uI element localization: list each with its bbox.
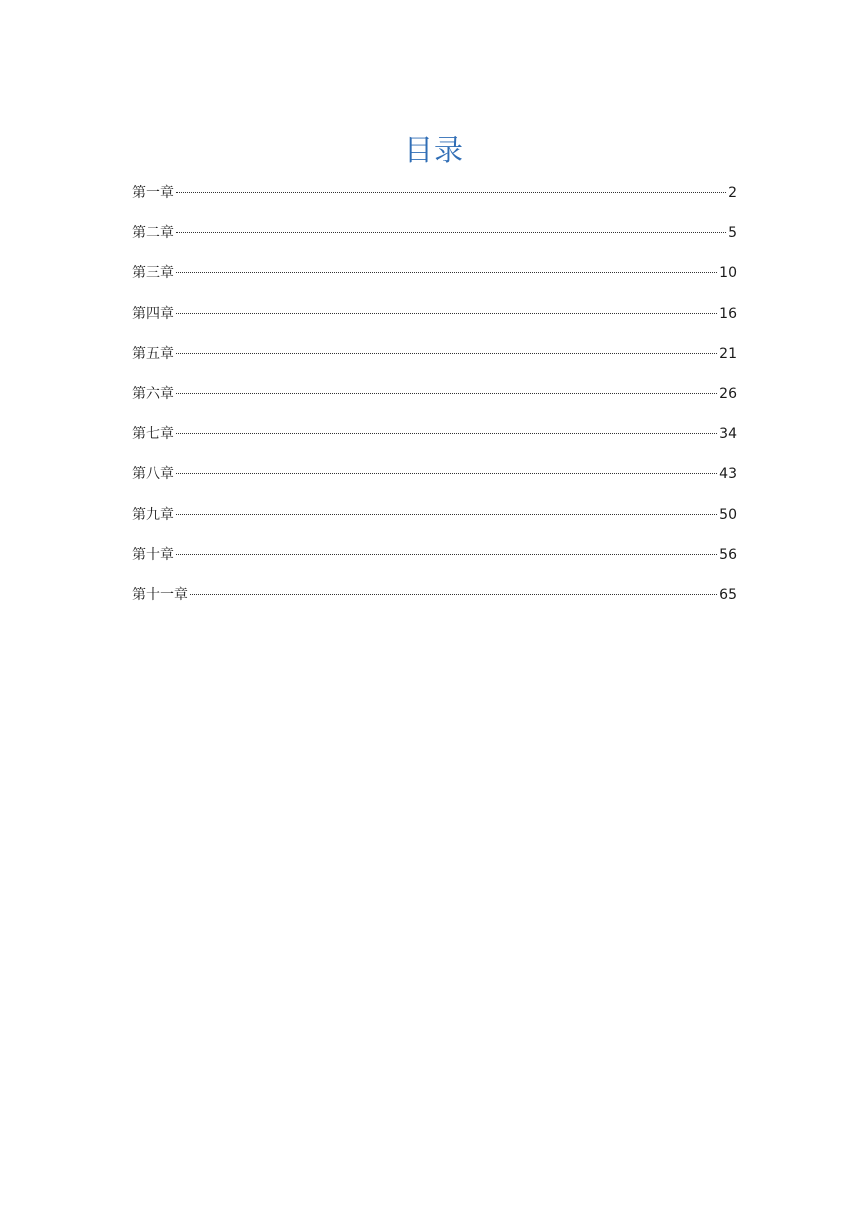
- toc-dot-leader: [176, 353, 717, 354]
- toc-dot-leader: [190, 594, 717, 595]
- toc-entry[interactable]: [132, 502, 737, 542]
- toc-entry-page-number: 21: [719, 345, 737, 362]
- toc-entry-label: 第六章: [132, 385, 174, 402]
- toc-dot-leader: [176, 393, 717, 394]
- toc-entry-label: 第四章: [132, 305, 174, 322]
- toc-entry[interactable]: [132, 542, 737, 582]
- toc-entry[interactable]: [132, 260, 737, 300]
- toc-entry-page-number: 10: [719, 265, 737, 282]
- toc-entry-label: 第十章: [132, 546, 174, 563]
- toc-entry-label: 第一章: [132, 185, 174, 201]
- toc-entry-page-number: 16: [719, 305, 737, 322]
- toc-dot-leader: [176, 232, 726, 233]
- toc-list: [132, 180, 737, 622]
- toc-entry-label: 第五章: [132, 345, 174, 362]
- toc-dot-leader: [176, 433, 717, 434]
- toc-entry-page-number: 43: [719, 466, 737, 483]
- toc-entry-page-number: 65: [719, 586, 737, 603]
- toc-dot-leader: [176, 272, 717, 273]
- toc-entry-page-number: 56: [719, 546, 737, 563]
- toc-entry-page-number: 2: [728, 185, 737, 201]
- toc-dot-leader: [176, 514, 717, 515]
- toc-dot-leader: [176, 554, 717, 555]
- toc-entry-page-number: 26: [719, 385, 737, 402]
- toc-entry-label: 第三章: [132, 265, 174, 282]
- toc-dot-leader: [176, 473, 717, 474]
- toc-entry-label: 第二章: [132, 225, 174, 242]
- toc-entry-label: 第十一章: [132, 586, 188, 603]
- toc-entry[interactable]: [132, 341, 737, 381]
- toc-entry[interactable]: [132, 381, 737, 421]
- toc-entry[interactable]: [132, 301, 737, 341]
- toc-title: 目录: [403, 133, 464, 167]
- toc-dot-leader: [176, 192, 726, 193]
- toc-entry-page-number: 34: [719, 426, 737, 443]
- toc-entry[interactable]: [132, 220, 737, 260]
- toc-entry[interactable]: [132, 421, 737, 461]
- toc-entry-page-number: 5: [728, 225, 737, 242]
- toc-entry[interactable]: [132, 582, 737, 622]
- toc-entry[interactable]: [132, 461, 737, 501]
- toc-entry-label: 第八章: [132, 466, 174, 483]
- toc-entry-page-number: 50: [719, 506, 737, 523]
- toc-entry-label: 第九章: [132, 506, 174, 523]
- toc-dot-leader: [176, 313, 717, 314]
- toc-entry[interactable]: [132, 180, 737, 220]
- toc-entry-label: 第七章: [132, 426, 174, 443]
